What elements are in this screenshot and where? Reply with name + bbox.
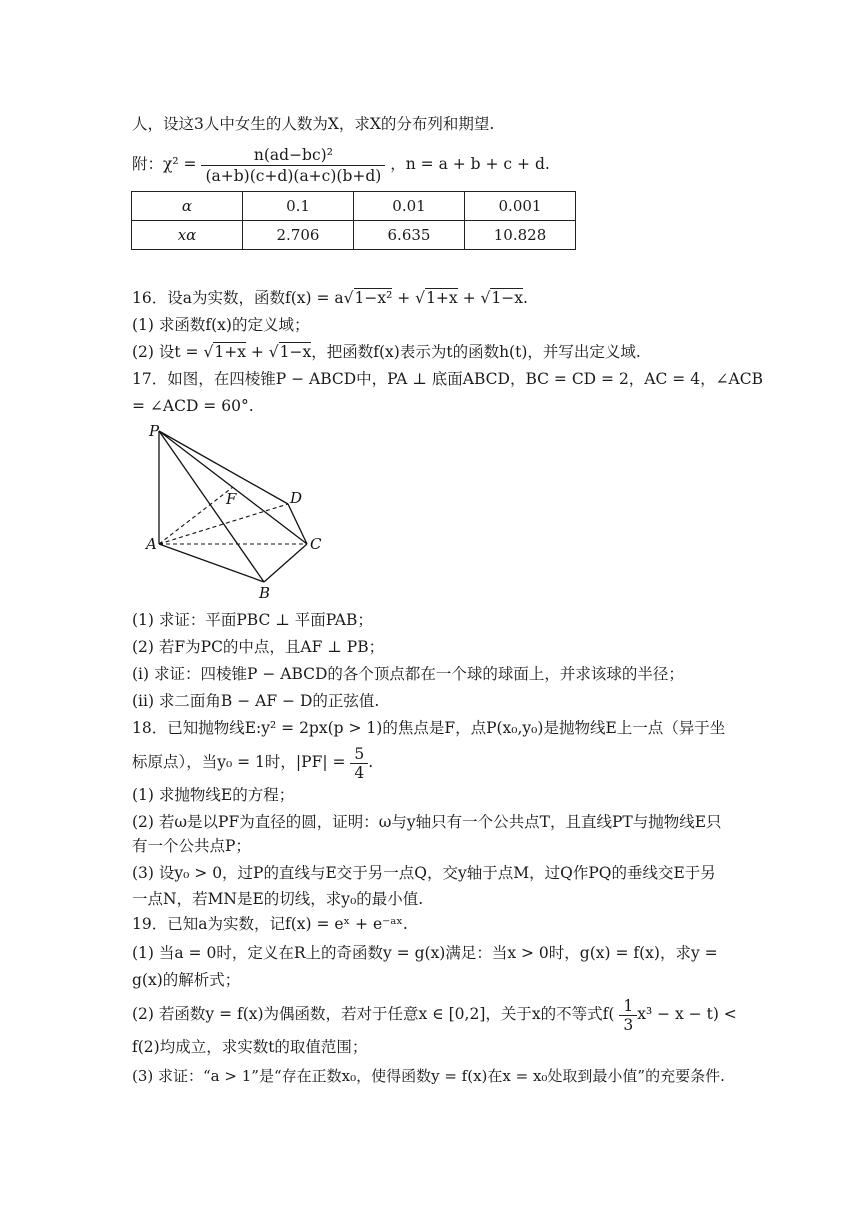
chi-square-formula (132, 141, 550, 187)
q19-part-1-line-2: g(x)的解析式； (132, 971, 241, 989)
formula-prefix: 附：χ² = (132, 155, 197, 173)
table-cell: 6.635 (354, 221, 465, 250)
table-cell: 10.828 (465, 221, 576, 250)
table-cell: xα (132, 221, 243, 250)
q19-part-3: (3) 求证：“a > 1”是“存在正数x₀，使得函数y = f(x)在x = x₀处取到最小值”的充要条件. (132, 1067, 725, 1085)
label-F: F (226, 490, 237, 508)
q16-stem-c: + (457, 289, 481, 307)
q18-stem2-b: . (368, 753, 374, 771)
q17-part-2-i: (i) 求证：四棱锥P − ABCD的各个顶点都在一个球的球面上，并求该球的半径； (132, 665, 684, 683)
q16-p2-sqrt-2: 1−x (279, 343, 312, 361)
q16-stem-d: . (522, 289, 528, 307)
table-cell: 2.706 (243, 221, 354, 250)
q17-part-2-ii: (ii) 求二面角B − AF − D的正弦值. (132, 692, 380, 710)
q16-p2-c: ，把函数f(x)表示为t的函数h(t)，并写出定义域. (311, 343, 641, 361)
q18-stem-line-1: 18．已知抛物线E:y² = 2px(p > 1)的焦点是F，点P(x₀,y₀)是抛物线E上一点（异于坐 (132, 719, 726, 737)
q16-sqrt-1: 1−x² (354, 289, 393, 307)
critical-value-table (131, 191, 576, 250)
q18-stem2-a: 标原点），当y₀ = 1时，|PF| = (132, 753, 351, 771)
q18-fraction (350, 745, 368, 782)
q19-part-2-line-1 (132, 994, 737, 1034)
table-cell: α (132, 192, 243, 221)
q19-stem: 19．已知a为实数，记f(x) = eˣ + e⁻ᵃˣ. (132, 915, 408, 933)
q18-part-3-line-1: (3) 设y₀ > 0，过P的直线与E交于另一点Q，交y轴于点M，过Q作PQ的垂线交E于另 (132, 864, 716, 882)
q17-stem-line-1: 17．如图，在四棱锥P − ABCD中，PA ⊥ 底面ABCD，BC = CD = 2，AC = 4，∠ACB (132, 370, 763, 388)
q16-stem-b: + (392, 289, 416, 307)
q16-stem-a: 16．设a为实数，函数f(x) = a (132, 289, 344, 307)
q18-fraction-num: 5 (350, 745, 368, 764)
q16-p2-a: (2) 设t = (132, 343, 204, 361)
table-cell: 0.1 (243, 192, 354, 221)
q18-fraction-den: 4 (354, 763, 365, 782)
edge-AF (159, 487, 233, 544)
q17-part-2: (2) 若F为PC的中点，且AF ⊥ PB； (132, 638, 385, 656)
table-row (132, 192, 576, 221)
label-D: D (290, 489, 303, 507)
q16-sqrt-3: 1−x (491, 289, 523, 307)
q18-part-3-line-2: 一点N，若MN是E的切线，求y₀的最小值. (132, 890, 424, 908)
pyramid-figure (140, 420, 340, 600)
q18-part-2-line-2: 有一个公共点P； (132, 837, 251, 855)
table-row (132, 221, 576, 250)
label-P: P (149, 422, 160, 440)
formula-denominator: (a+b)(c+d)(a+c)(b+d) (205, 166, 382, 185)
edge-AB (159, 544, 264, 582)
q16-stem: 16．设a为实数，函数f(x) = a√1−x² + √1+x + √1−x. (132, 289, 528, 307)
intro-line: 人，设这3人中女生的人数为X，求X的分布列和期望. (132, 115, 495, 133)
table-cell: 0.01 (354, 192, 465, 221)
q16-sqrt-2: 1+x (426, 289, 458, 307)
q16-p2-sqrt-1: 1+x (214, 343, 246, 361)
q16-part-2: (2) 设t = √1+x + √1−x，把函数f(x)表示为t的函数h(t)，并写出定义域. (132, 343, 641, 361)
q19-p2-b: x³ − x − t) < (637, 1005, 737, 1023)
q17-stem-line-2: = ∠ACD = 60°. (132, 397, 254, 415)
formula-numerator: n(ad−bc)² (201, 145, 385, 166)
label-A: A (146, 535, 157, 553)
edge-BC (264, 544, 307, 582)
q19-fraction-num: 1 (619, 997, 637, 1016)
edge-PB (159, 431, 264, 582)
q17-part-1: (1) 求证：平面PBC ⊥ 平面PAB； (132, 611, 373, 629)
q19-part-2-line-2: f(2)均成立，求实数t的取值范围； (132, 1038, 368, 1056)
q18-stem-line-2 (132, 742, 373, 782)
q18-part-2-line-1: (2) 若ω是以PF为直径的圆，证明：ω与y轴只有一个公共点T，且直线PT与抛物线E只 (132, 813, 722, 831)
q18-part-1: (1) 求抛物线E的方程； (132, 786, 295, 804)
q19-p2-a: (2) 若函数y = f(x)为偶函数，若对于任意x ∈ [0,2]，关于x的不等式f( (132, 1005, 615, 1023)
label-B: B (259, 584, 271, 600)
q19-part-1-line-1: (1) 当a = 0时，定义在R上的奇函数y = g(x)满足：当x > 0时，g(x) = f(x)，求y = (132, 944, 718, 962)
q19-fraction (619, 997, 637, 1034)
q16-part-1: (1) 求函数f(x)的定义域； (132, 316, 310, 334)
q16-p2-b: + (245, 343, 269, 361)
formula-suffix: ，n = a + b + c + d. (390, 155, 550, 173)
q19-fraction-den: 3 (623, 1015, 634, 1034)
edge-CD (288, 504, 307, 544)
table-cell: 0.001 (465, 192, 576, 221)
edge-PD (159, 431, 288, 504)
label-C: C (310, 535, 322, 553)
formula-fraction (201, 145, 385, 186)
